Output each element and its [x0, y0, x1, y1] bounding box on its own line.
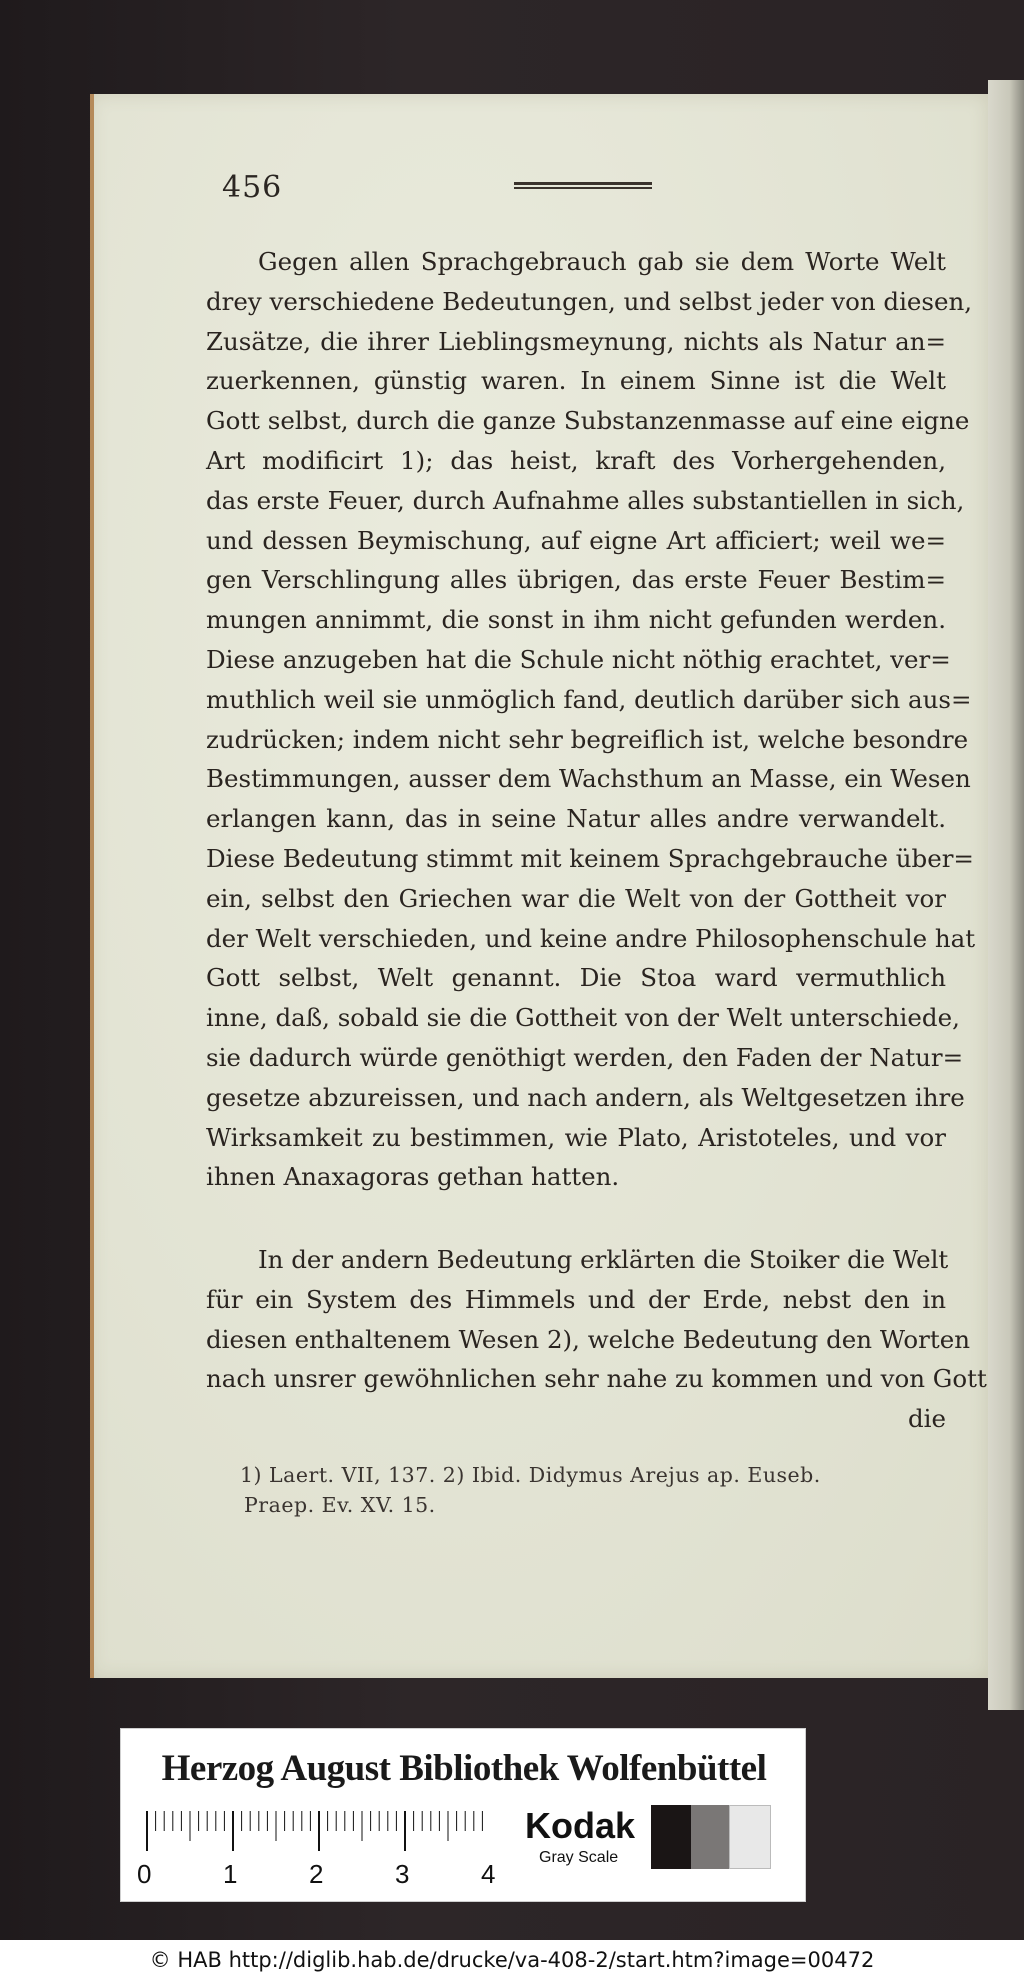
text-line: diesen enthaltenem Wesen 2), welche Bedeutung den Worten [206, 1324, 970, 1354]
text-line: zudrücken; indem nicht sehr begreiflich ist, welche besondre [206, 724, 969, 754]
scale-ruler [145, 1811, 490, 1851]
footnote-line: Praep. Ev. XV. 15. [244, 1493, 436, 1517]
text-line: drey verschiedene Bedeutungen, und selbst jeder von diesen, [206, 286, 973, 316]
text-line: inne, daß, sobald sie die Gottheit von der Welt unterschiede, [206, 1003, 960, 1033]
text-line: muthlich weil sie unmöglich fand, deutlich darüber sich aus= [206, 684, 972, 714]
text-line: nach unsrer gewöhnlichen sehr nahe zu kommen und von Gott [206, 1364, 987, 1394]
text-line: sie dadurch würde genöthigt werden, den Faden der Natur= [206, 1042, 964, 1072]
kodak-logo: Kodak [525, 1805, 636, 1846]
ruler-label: 4 [481, 1859, 496, 1889]
ruler-label: 1 [223, 1859, 238, 1889]
swatch-black [651, 1805, 691, 1869]
footnote-line: 1) Laert. VII, 137. 2) Ibid. Didymus Arejus ap. Euseb. [240, 1463, 821, 1487]
text-line: gesetze abzureissen, und nach andern, als Weltgesetzen ihre [206, 1082, 965, 1112]
text-line: mungen annimmt, die sonst in ihm nicht gefunden werden. [206, 605, 946, 635]
gray-scale-label: Gray Scale [539, 1849, 619, 1866]
text-line: In der andern Bedeutung erklärten die Stoiker die Welt [258, 1245, 949, 1274]
footnotes [240, 1460, 940, 1520]
text-line: zuerkennen, günstig waren. In einem Sinne ist die Welt [206, 366, 946, 396]
text-line: gen Verschlingung alles übrigen, das erste Feuer Bestim= [206, 565, 946, 595]
paragraph-2 [206, 1240, 987, 1439]
text-line: Diese anzugeben hat die Schule nicht nöthig erachtet, ver= [206, 644, 951, 674]
text-line: das erste Feuer, durch Aufnahme alles substantiellen in sich, [206, 485, 965, 515]
text-line: der Welt verschieden, und keine andre Philosophenschule hat [206, 923, 976, 953]
page-number: 456 [222, 170, 283, 205]
text-line: für ein System des Himmels und der Erde, nebst den in [206, 1284, 946, 1314]
color-target-card [120, 1728, 806, 1902]
adjacent-page-edge [988, 80, 1024, 1710]
text-line: erlangen kann, das in seine Natur alles andre verwandelt. [206, 804, 946, 834]
ruler-label: 2 [309, 1859, 324, 1889]
ruler-labels [137, 1859, 517, 1891]
ruler-label: 3 [395, 1859, 410, 1889]
text-line: Bestimmungen, ausser dem Wachsthum an Masse, ein Wesen [206, 764, 971, 794]
swatch-white [729, 1805, 771, 1869]
text-line: ein, selbst den Griechen war die Welt von der Gottheit vor [206, 883, 946, 913]
text-line: ihnen Anaxagoras gethan hatten. [206, 1162, 620, 1192]
book-page [90, 94, 988, 1678]
swatch-gray [691, 1805, 729, 1869]
ruler-label: 0 [137, 1859, 152, 1889]
text-line: Art modificirt 1); das heist, kraft des Vorhergehenden, [206, 445, 946, 475]
text-line: Gott selbst, Welt genannt. Die Stoa ward vermuthlich [206, 963, 946, 993]
text-line: die [907, 1404, 946, 1434]
text-line: Wirksamkeit zu bestimmen, wie Plato, Aristoteles, und vor [206, 1122, 946, 1152]
paragraph-1 [206, 242, 976, 1197]
text-line: und dessen Beymischung, auf eigne Art afficiert; weil we= [206, 525, 946, 555]
text-line: Gott selbst, durch die ganze Substanzenmasse auf eine eigne [206, 406, 970, 436]
text-line: Zusätze, die ihrer Lieblingsmeynung, nichts als Natur an= [206, 326, 946, 356]
library-title: Herzog August Bibliothek Wolfenbüttel [161, 1748, 767, 1789]
citation-footer: © HAB http://diglib.hab.de/drucke/va-408-2/start.htm?image=00472 [0, 1940, 1024, 1980]
text-line: Diese Bedeutung stimmt mit keinem Sprachgebrauche über= [206, 843, 974, 873]
header-rule [514, 182, 652, 189]
text-line: Gegen allen Sprachgebrauch gab sie dem Worte Welt [258, 247, 946, 276]
